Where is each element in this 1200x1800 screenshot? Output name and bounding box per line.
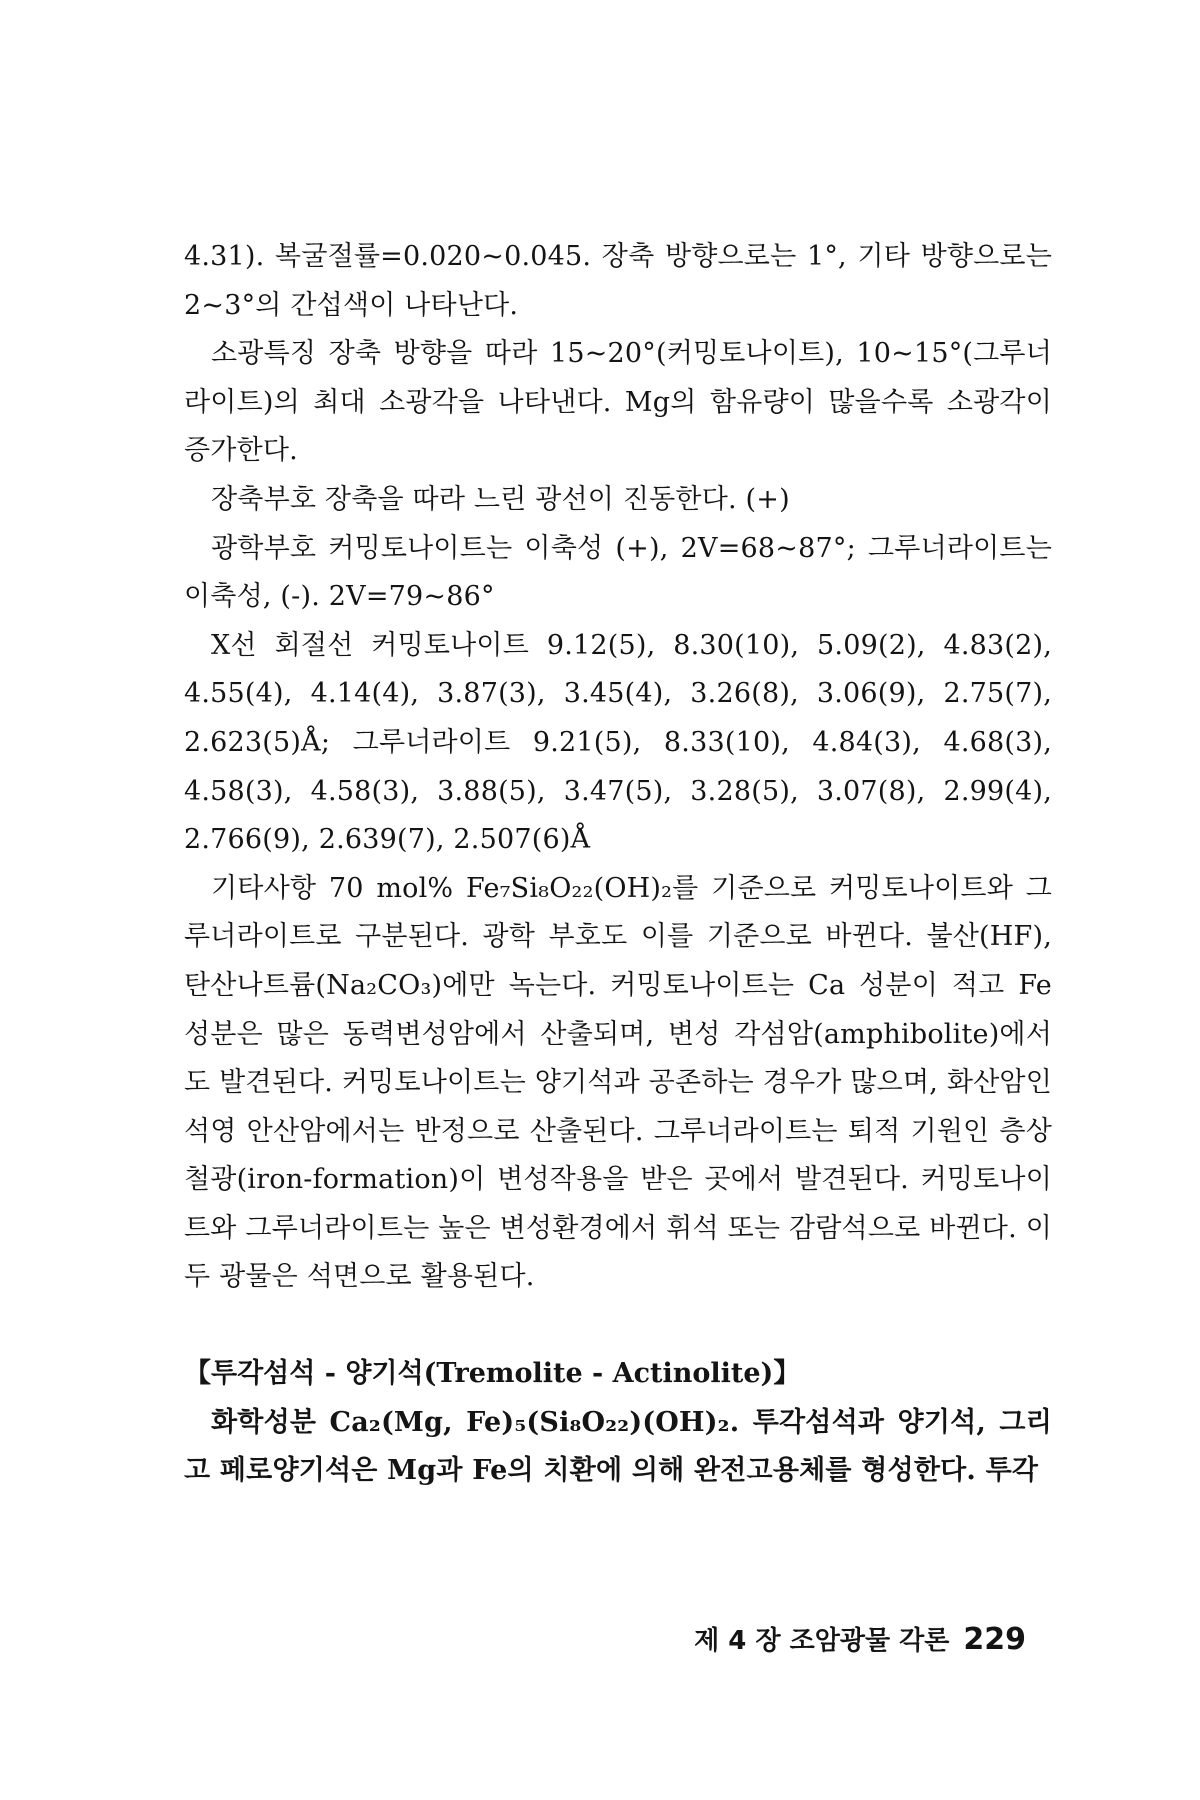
paragraph-xray-diffraction: X선 회절선 커밍토나이트 9.12(5), 8.30(10), 5.09(2), 4.83(2), 4.55(4), 4.14(4), 3.87(3), 3.45(4), 3.26(8), 3.06(9), 2.75(7), 2.623(5)Å; 그루너라이트 9.21(5), 8.33(10), 4.84(3), 4.68(3), 4.58(3), 4.58(3), 3.88(5), 3.47(5), 3.28(5), 3.07(8), 2.99(4), 2.766(9), 2.639(7), 2.507(6)Å <box>184 629 1052 856</box>
section-chemical-composition: 화학성분 Ca₂(Mg, Fe)₅(Si₈O₂₂)(OH)₂. 투각섬석과 양기석, 그리고 페로양기석은 Mg과 Fe의 치환에 의해 완전고용체를 형성한다. 투각 <box>184 1406 1052 1487</box>
page-number: 229 <box>963 1622 1026 1657</box>
page-footer <box>694 1620 1026 1657</box>
paragraph-extinction: 소광특징 장축 방향을 따라 15~20°(커밍토나이트), 10~15°(그루너라이트)의 최대 소광각을 나타낸다. Mg의 함유량이 많을수록 소광각이 증가한다. <box>184 338 1052 467</box>
paragraph-optic-sign: 광학부호 커밍토나이트는 이축성 (+), 2V=68~87°; 그루너라이트는 이축성, (-). 2V=79~86° <box>184 532 1052 613</box>
section-gap <box>184 1302 1052 1350</box>
page-content <box>184 233 1052 1496</box>
paragraph-birefringence: 4.31). 복굴절률=0.020~0.045. 장축 방향으로는 1°, 기타 방향으로는 2~3°의 간섭색이 나타난다. <box>184 241 1052 321</box>
paragraph-elongation-sign: 장축부호 장축을 따라 느린 광선이 진동한다. (+) <box>211 483 790 515</box>
paragraph-remarks: 기타사항 70 mol% Fe₇Si₈O₂₂(OH)₂를 기준으로 커밍토나이트와 그루너라이트로 구분된다. 광학 부호도 이를 기준으로 바뀐다. 불산(HF), 탄산나트륨(Na₂CO₃)에만 녹는다. 커밍토나이트는 Ca 성분이 적고 Fe 성분은 많은 동력변성암에서 산출되며, 변성 각섬암(amphibolite)에서도 발견된다. 커밍토나이트는 양기석과 공존하는 경우가 많으며, 화산암인 석영 안산암에서는 반정으로 산출된다. 그루너라이트는 퇴적 기원인 층상철광(iron-formation)이 변성작용을 받은 곳에서 발견된다. 커밍토나이트와 그루너라이트는 높은 변성환경에서 휘석 또는 감람석으로 바뀐다. 이 두 광물은 석면으로 활용된다. <box>184 872 1052 1293</box>
section-heading: 【투각섬석 - 양기석(Tremolite - Actinolite)】 <box>184 1358 801 1390</box>
chapter-title: 제 4 장 조암광물 각론 <box>694 1626 950 1656</box>
